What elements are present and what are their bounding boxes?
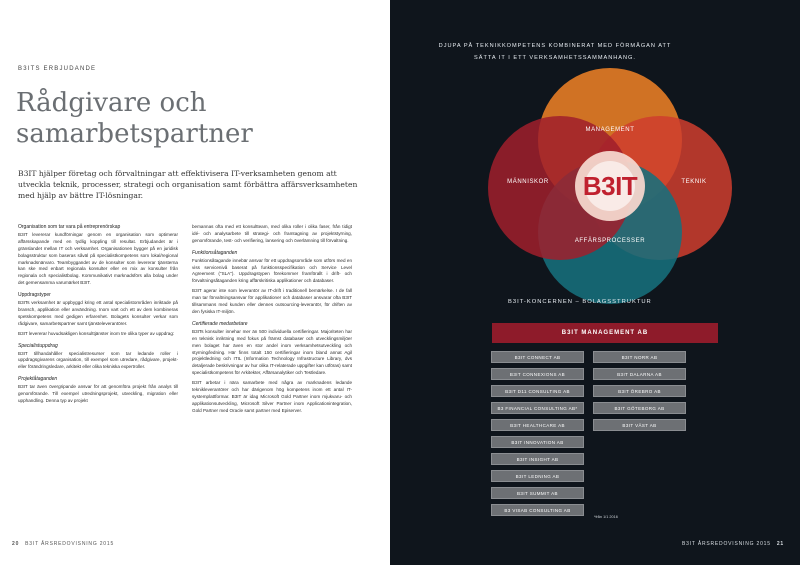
company-box: B3IT SUMMIT AB (491, 487, 584, 499)
tagline: DJUPA PÅ TEKNIKKOMPETENS KOMBINERAT MED FÖRMÅGAN ATT SÄTTA IT I ETT VERKSAMHETSSAMMANHANG. (438, 43, 672, 61)
body-paragraph: B3IT agerar inte som leverantör av IT-drift i traditionell bemärkelse. I de fall man tar förvaltningsansvar för applikationer och databaser ansvarar ofta B3IT tillsammans med kunden eller dennes outsourcing-leverantör, för driften av den fysiska IT-miljön. (192, 288, 352, 314)
body-paragraph: Funktionsåtagande innebär ansvar för ett uppdragsområde som utförs med en viss servicenivå baserat på funktionsspecifikation och Service Level Agreement ("SLA"). Uppdragstypen förekommer framförallt i drift- och förvaltningsåtaganden kring affärskritiska applikationer och databaser. (192, 257, 352, 284)
section-kicker: B3ITS ERBJUDANDE (18, 66, 97, 72)
company-management: B3IT MANAGEMENT AB (492, 323, 718, 343)
company-box: B3IT D11 CONSULTING AB (491, 385, 584, 397)
page-title: Rådgivare och samarbetspartner (16, 88, 253, 149)
company-box: B3 FINANCIAL CONSULTING AB* (491, 402, 584, 414)
company-box: B3IT LEDNING AB (491, 470, 584, 482)
company-box: B3IT VÄST AB (593, 419, 686, 431)
text-column-middle (192, 224, 352, 418)
body-paragraph: B3IT arbetar i nära samarbete med några av marknadens ledande teknikleverantörer och har därigenom hög kompetens inom ett antal IT-systemplattformar. B3IT är idag Microsoft Gold Partner inom mjukvaru- och applikationsutveckling, Microsoft Silver Partner inom Applicationintegration, Gold Partner med Oracle samt partner med Episerver. (192, 380, 352, 413)
section-heading: Funktionsåtaganden (192, 249, 238, 256)
company-box: B3 VISAB CONSULTING AB (491, 504, 584, 516)
body-paragraph: B3IT tar även övergripande ansvar för att genomföra projekt från analys till genomförande. Till exempel utredningsprojekt, utveckling, migration eller upphandling. Denna typ av projekt (18, 384, 178, 403)
venn-diagram (390, 0, 800, 330)
venn-label-manniskor: MÄNNISKOR (507, 179, 549, 185)
company-box: B3IT INSIGHT AB (491, 453, 584, 465)
text-column-left (18, 224, 178, 408)
venn-center-logo: B3IT (582, 171, 638, 201)
section-heading: Projektåtaganden (18, 376, 58, 383)
venn-label-teknik: TEKNIK (681, 179, 707, 185)
company-box: B3IT NORR AB (593, 351, 686, 363)
company-box: B3IT INNOVATION AB (491, 436, 584, 448)
body-paragraph: B3ITs verksamhet är uppbyggd kring ett antal specialistområden inriktade på bransch, applikation eller användning. Inom vart och ett av dem kombineras spetskompetens med gedigen erfarenhet. Bolagets konsulter verkar som rådgivare, samarbetspartner samt tjänsteleverantörer. (18, 300, 178, 326)
page-number: 20 (12, 541, 20, 547)
footer-left (6, 541, 114, 547)
section-heading: Specialistuppdrag (18, 342, 58, 349)
footer-text: B3IT ÅRSREDOVISNING 2015 (681, 541, 771, 547)
page-number: 21 (776, 541, 784, 547)
section-heading: Certifierade medarbetare (192, 320, 248, 327)
body-paragraph: bemannas ofta med ett konsultteam, med olika roller i olika faser, från tidigt idé- och analysarbete till strategi- och framtagning av projektstyrning, genomförande, test- och verifiering, lansering och överlämning till förvaltning. (192, 224, 352, 243)
footnote: *från 1/1 2016 (594, 515, 618, 519)
body-paragraph: B3IT levererar kundförningar genom en organisation som optimerar affärsskapande med en tydlig koppling till resultat. Erbjudandet är i gränslandet mellan IT och verksamhet. Organisationen bygger på en juridisk bolagsstruktur som baseras såväl på specialistkompetens som lokal/regional marknadsnärvaro. Teambyggandet av de konsulter som levererar tjänsterna kan ske med enbart regionala konsulter eller en mix av konsulter från regionala och specialistbolag. Kommunikativt marknadsförs alla bolag under det gemensamma varumärket B3IT. (18, 231, 178, 286)
structure-title: B3IT-KONCERNEN – BOLAGSSTRUKTUR (508, 299, 652, 305)
company-box: B3IT CONNECT AB (491, 351, 584, 363)
company-box: B3IT GÖTEBORG AB (593, 402, 686, 414)
company-box: B3IT DALARNA AB (593, 368, 686, 380)
section-heading: Organisation som tar vara på entreprenörskap (18, 224, 121, 230)
venn-label-management: MANAGEMENT (585, 127, 635, 133)
footer-right (682, 541, 790, 547)
lead-paragraph: B3IT hjälper företag och förvaltningar att effektivisera IT-verksamheten genom att utveckla teknik, processer, strategi och organisation samt förbättra affärsverksamheten med hjälp av bättre IT-lösningar. (18, 169, 358, 201)
section-heading: Uppdragstyper (18, 292, 51, 299)
left-page (0, 0, 390, 565)
body-paragraph: B3ITs konsulter innehar mer än 500 individuella certifieringar. Majoriteten har en teknisk inriktning med fokus på främst databaser och utvecklingsmiljöer men bolaget har även en stor andel inom verksamhetsutveckling och styrning/ledning. Här finns totalt 150 certifieringar inom bland annat Agil projektledning och ITIL (Information Technology Infrastructure Library, dvs detaljerade beskrivningar av hur olika IT-relaterade uppgifter kan utföras) samt specialistkompetens för Arkitekter, Affärsanalytiker och Testledare. (192, 328, 352, 376)
company-list-right (593, 351, 686, 436)
body-paragraph: B3IT tillhandahåller specialistresurser som tar ledande roller i uppdragsgivarens organisation, till exempel som utredare, rådgivare, projekt- eller förändringsledare, arkitekt eller olika tekniska expertroller. (18, 350, 178, 370)
company-list-left (491, 351, 584, 521)
venn-label-affarsprocesser: AFFÄRSPROCESSER (574, 238, 646, 244)
company-box: B3IT HEALTHCARE AB (491, 419, 584, 431)
footer-text: B3IT ÅRSREDOVISNING 2015 (25, 541, 115, 547)
company-box: B3IT CONNEXIONS AB (491, 368, 584, 380)
body-paragraph: B3IT levererar huvudsakligen konsulttjänster inom tre olika typer av uppdrag: (18, 330, 175, 336)
company-box: B3IT ÖREBRO AB (593, 385, 686, 397)
